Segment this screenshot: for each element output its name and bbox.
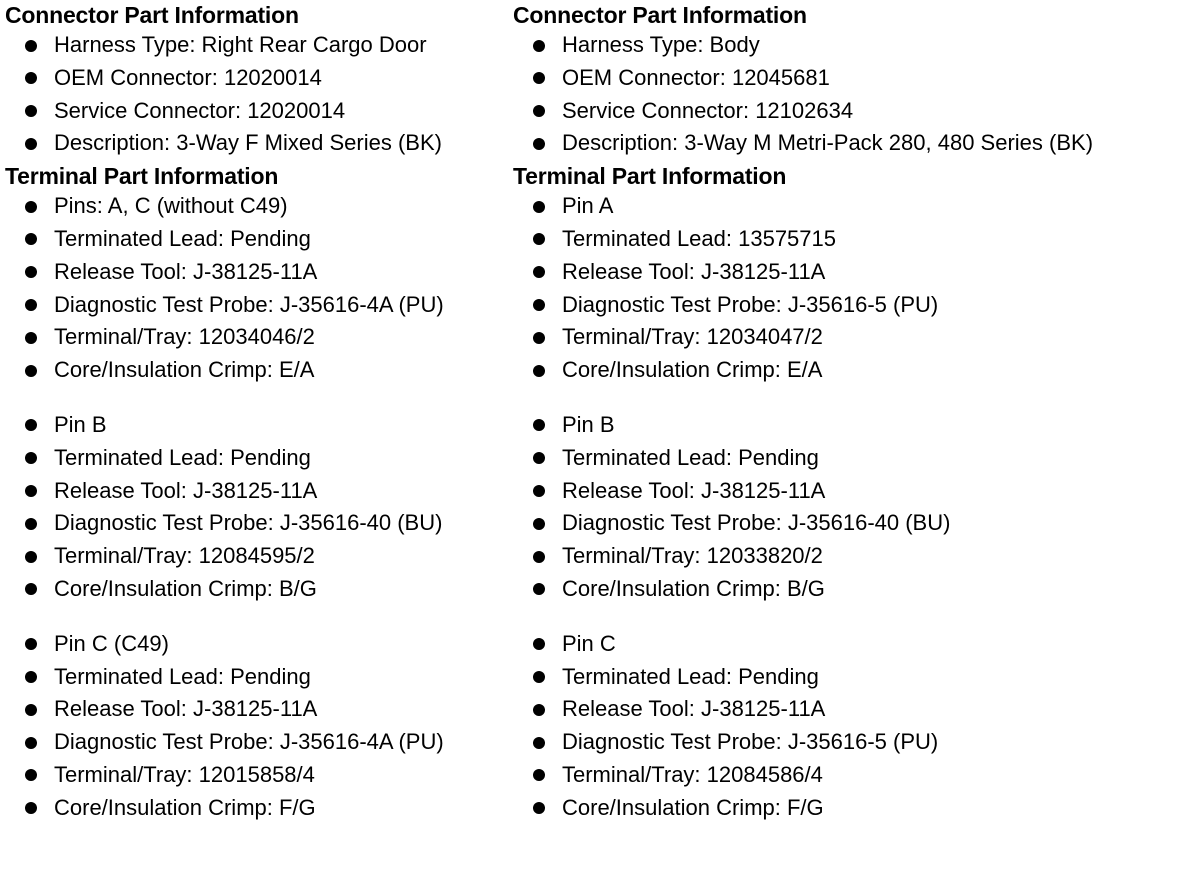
right-connector-column	[513, 0, 1093, 825]
list-item	[513, 442, 1093, 475]
list-item-text: Diagnostic Test Probe: J-35616-40 (BU)	[562, 510, 951, 536]
bullet-icon	[533, 40, 545, 52]
bullet-icon	[533, 769, 545, 781]
list-item-text: Pin B	[54, 411, 107, 437]
list-item-text: Pin B	[562, 411, 615, 437]
bullet-icon	[533, 233, 545, 245]
list-item	[5, 792, 444, 825]
list-item	[513, 223, 1093, 256]
bullet-icon	[533, 704, 545, 716]
list-item	[513, 127, 1093, 160]
list-item	[513, 573, 1093, 606]
bullet-icon	[25, 138, 37, 150]
bullet-icon	[533, 583, 545, 595]
list-item	[5, 354, 444, 387]
terminal-group-pin-b	[5, 409, 444, 606]
list-item	[513, 726, 1093, 759]
bullet-icon	[25, 72, 37, 84]
list-item-text: Description: 3-Way M Metri-Pack 280, 480 Series (BK)	[562, 130, 1094, 156]
bullet-icon	[25, 452, 37, 464]
list-item	[5, 62, 444, 95]
list-item-text: Diagnostic Test Probe: J-35616-5 (PU)	[562, 291, 939, 317]
bullet-icon	[25, 299, 37, 311]
bullet-icon	[533, 671, 545, 683]
list-item	[513, 475, 1093, 508]
list-item-text: Terminated Lead: Pending	[562, 444, 819, 470]
bullet-icon	[533, 452, 545, 464]
bullet-icon	[533, 518, 545, 530]
list-item	[5, 573, 444, 606]
list-item	[5, 475, 444, 508]
list-item-text: Diagnostic Test Probe: J-35616-4A (PU)	[54, 291, 444, 317]
list-item	[5, 190, 444, 223]
bullet-icon	[533, 72, 545, 84]
list-item-text: Core/Insulation Crimp: B/G	[54, 575, 317, 601]
list-item-text: Core/Insulation Crimp: F/G	[562, 794, 824, 820]
connector-part-list	[513, 29, 1093, 160]
list-item-text: Terminated Lead: Pending	[562, 663, 819, 689]
list-item-text: Core/Insulation Crimp: E/A	[54, 357, 315, 383]
list-item	[513, 256, 1093, 289]
list-item-text: Pin C (C49)	[54, 630, 169, 656]
bullet-icon	[25, 419, 37, 431]
bullet-icon	[25, 485, 37, 497]
list-item	[513, 693, 1093, 726]
bullet-icon	[25, 40, 37, 52]
list-item-text: Diagnostic Test Probe: J-35616-5 (PU)	[562, 729, 939, 755]
list-item	[513, 62, 1093, 95]
connector-part-list	[5, 29, 444, 160]
bullet-icon	[25, 233, 37, 245]
list-item	[513, 792, 1093, 825]
list-item-text: Terminal/Tray: 12033820/2	[562, 543, 823, 569]
list-item-text: Terminated Lead: 13575715	[562, 225, 836, 251]
bullet-icon	[25, 638, 37, 650]
bullet-icon	[533, 485, 545, 497]
list-item-text: Diagnostic Test Probe: J-35616-4A (PU)	[54, 729, 444, 755]
list-item	[513, 289, 1093, 322]
list-item	[513, 354, 1093, 387]
list-item-text: Terminal/Tray: 12084586/4	[562, 761, 823, 787]
list-item-text: Release Tool: J-38125-11A	[54, 477, 318, 503]
list-item	[513, 628, 1093, 661]
bullet-icon	[25, 201, 37, 213]
list-item-text: Service Connector: 12020014	[54, 97, 346, 123]
bullet-icon	[533, 105, 545, 117]
list-item-text: Terminal/Tray: 12034047/2	[562, 324, 823, 350]
list-item	[513, 190, 1093, 223]
list-item-text: Terminated Lead: Pending	[54, 663, 311, 689]
list-item-text: Release Tool: J-38125-11A	[54, 258, 318, 284]
bullet-icon	[533, 299, 545, 311]
connector-part-heading: Connector Part Information	[5, 2, 299, 28]
list-item-text: Pins: A, C (without C49)	[54, 193, 288, 219]
bullet-icon	[533, 419, 545, 431]
list-item	[5, 693, 444, 726]
bullet-icon	[25, 518, 37, 530]
bullet-icon	[25, 802, 37, 814]
list-item	[5, 321, 444, 354]
list-item-text: Terminated Lead: Pending	[54, 444, 311, 470]
list-item	[5, 95, 444, 128]
list-item-text: Description: 3-Way F Mixed Series (BK)	[54, 130, 442, 156]
list-item	[513, 759, 1093, 792]
bullet-icon	[533, 332, 545, 344]
bullet-icon	[533, 802, 545, 814]
bullet-icon	[25, 266, 37, 278]
bullet-icon	[25, 671, 37, 683]
bullet-icon	[25, 769, 37, 781]
bullet-icon	[533, 551, 545, 563]
list-item	[5, 289, 444, 322]
list-item	[5, 759, 444, 792]
list-item-text: Terminal/Tray: 12015858/4	[54, 761, 315, 787]
bullet-icon	[533, 266, 545, 278]
list-item	[513, 409, 1093, 442]
list-item	[5, 540, 444, 573]
list-item-text: Pin A	[562, 193, 614, 219]
bullet-icon	[25, 551, 37, 563]
bullet-icon	[533, 138, 545, 150]
list-item	[513, 321, 1093, 354]
list-item	[513, 29, 1093, 62]
bullet-icon	[25, 332, 37, 344]
terminal-group-pin-c	[513, 628, 1093, 825]
terminal-group-pins-a-c	[5, 190, 444, 387]
list-item-text: Service Connector: 12102634	[562, 97, 854, 123]
list-item	[5, 628, 444, 661]
bullet-icon	[25, 737, 37, 749]
bullet-icon	[25, 583, 37, 595]
terminal-part-heading: Terminal Part Information	[513, 163, 787, 190]
list-item	[513, 507, 1093, 540]
bullet-icon	[533, 201, 545, 213]
list-item	[513, 661, 1093, 694]
list-item-text: Terminated Lead: Pending	[54, 225, 311, 251]
list-item	[5, 726, 444, 759]
list-item-text: Release Tool: J-38125-11A	[562, 696, 826, 722]
list-item	[5, 256, 444, 289]
list-item-text: OEM Connector: 12045681	[562, 64, 830, 90]
list-item-text: Core/Insulation Crimp: E/A	[562, 357, 823, 383]
list-item	[5, 223, 444, 256]
list-item-text: Release Tool: J-38125-11A	[562, 477, 826, 503]
terminal-group-pin-a	[513, 190, 1093, 387]
list-item	[5, 29, 444, 62]
bullet-icon	[533, 365, 545, 377]
bullet-icon	[533, 638, 545, 650]
left-connector-column	[5, 0, 444, 825]
bullet-icon	[25, 704, 37, 716]
bullet-icon	[25, 105, 37, 117]
list-item	[513, 540, 1093, 573]
list-item-text: Core/Insulation Crimp: B/G	[562, 575, 825, 601]
list-item-text: Diagnostic Test Probe: J-35616-40 (BU)	[54, 510, 443, 536]
terminal-group-pin-b	[513, 409, 1093, 606]
list-item	[513, 95, 1093, 128]
bullet-icon	[533, 737, 545, 749]
list-item	[5, 442, 444, 475]
list-item-text: Pin C	[562, 630, 616, 656]
list-item	[5, 409, 444, 442]
list-item-text: Terminal/Tray: 12034046/2	[54, 324, 315, 350]
connector-part-heading: Connector Part Information	[513, 2, 807, 28]
list-item-text: Harness Type: Right Rear Cargo Door	[54, 32, 427, 57]
list-item-text: Release Tool: J-38125-11A	[54, 696, 318, 722]
terminal-group-pin-c	[5, 628, 444, 825]
bullet-icon	[25, 365, 37, 377]
list-item-text: OEM Connector: 12020014	[54, 64, 322, 90]
list-item	[5, 507, 444, 540]
list-item-text: Core/Insulation Crimp: F/G	[54, 794, 316, 820]
terminal-part-heading: Terminal Part Information	[5, 163, 279, 190]
list-item-text: Terminal/Tray: 12084595/2	[54, 543, 315, 569]
list-item-text: Release Tool: J-38125-11A	[562, 258, 826, 284]
list-item	[5, 127, 444, 160]
list-item	[5, 661, 444, 694]
list-item-text: Harness Type: Body	[562, 32, 760, 57]
